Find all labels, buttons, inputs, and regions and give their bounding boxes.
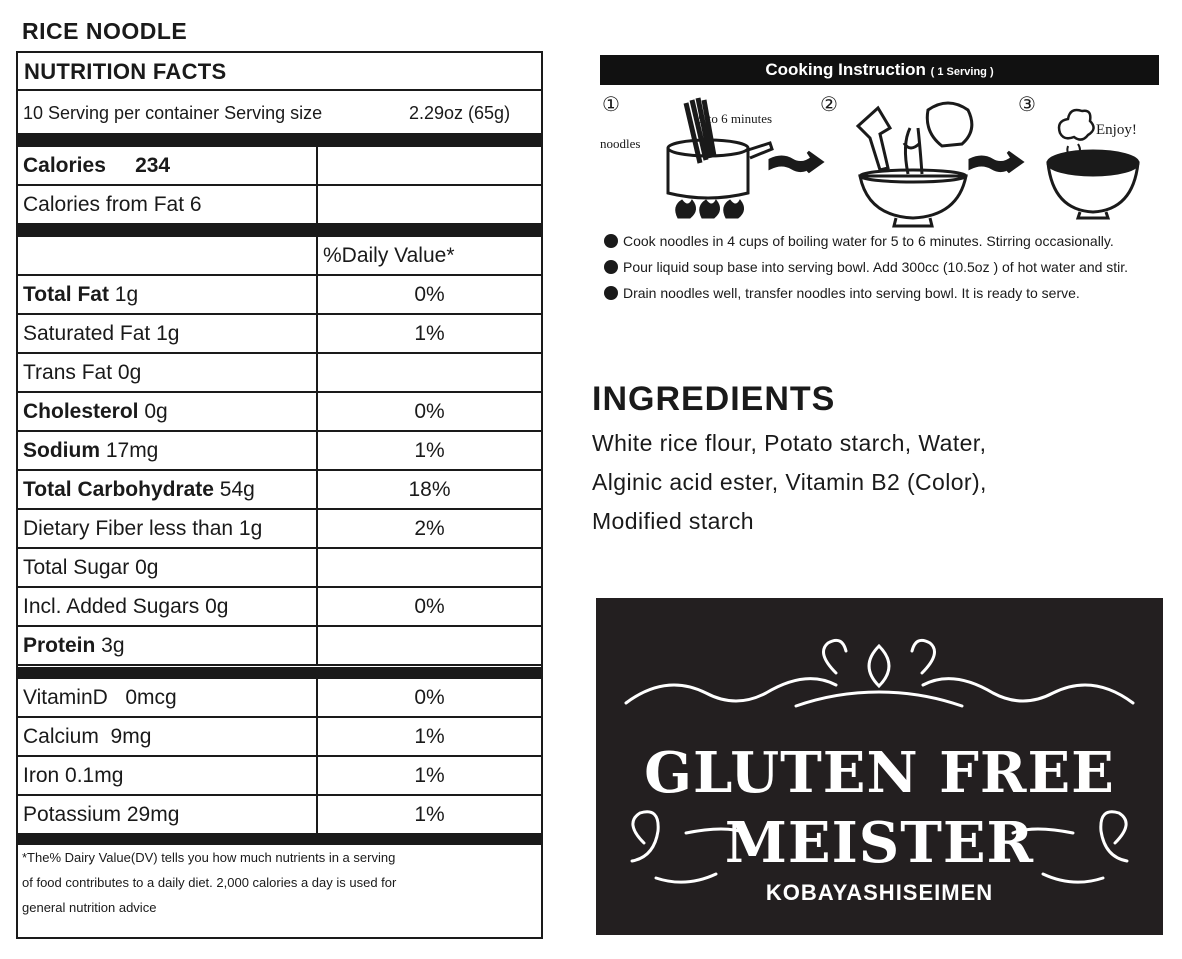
serving-info	[18, 91, 541, 133]
thick-divider	[18, 833, 541, 845]
vitamin-dv: 0%	[414, 686, 445, 709]
nutrient-dv: 1%	[414, 439, 445, 462]
vitamin-row	[18, 796, 541, 835]
nutrient-name: Dietary Fiber less than 1g	[23, 517, 263, 540]
product-title: RICE NOODLE	[22, 18, 188, 44]
nutrient-name: Trans Fat 0g	[23, 361, 142, 384]
nutrient-name: Cholesterol 0g	[23, 400, 168, 423]
cooking-step: Cook noodles in 4 cups of boiling water for 5 to 6 minutes. Stirring occasionally.	[604, 233, 1128, 259]
enjoy-label: Enjoy!	[1096, 122, 1137, 138]
step-2-number: ②	[820, 94, 838, 116]
noodles-icon	[686, 98, 714, 163]
nutrient-dv: 0%	[414, 595, 445, 618]
thick-divider	[18, 667, 541, 679]
badge-line-gluten-free: GLUTEN FREE	[644, 740, 1115, 806]
nutrient-name: Total Carbohydrate 54g	[23, 478, 255, 501]
nutrient-name: Sodium 17mg	[23, 439, 159, 462]
step-3-number: ③	[1018, 94, 1036, 116]
nutrient-name: Total Sugar 0g	[23, 556, 159, 579]
badge-line-meister: MEISTER	[724, 810, 1035, 876]
nutrient-row	[18, 276, 541, 315]
cooking-illustration	[598, 88, 1158, 232]
gluten-free-badge	[596, 598, 1163, 935]
nutrient-row	[18, 588, 541, 627]
nutrient-row	[18, 432, 541, 471]
nutrient-name: Saturated Fat 1g	[23, 322, 180, 345]
thick-divider	[18, 133, 541, 147]
nutrient-name: Protein 3g	[23, 634, 125, 657]
nutrient-name: Incl. Added Sugars 0g	[23, 595, 229, 618]
bullet-icon	[604, 234, 618, 248]
nutrition-facts-panel	[16, 51, 543, 939]
nutrient-dv: 0%	[414, 400, 445, 423]
noodles-label: noodles	[600, 136, 641, 151]
vitamin-name: Iron 0.1mg	[23, 764, 124, 787]
vitamin-dv: 1%	[414, 803, 445, 826]
badge-line-brand: KOBAYASHISEIMEN	[765, 880, 994, 905]
cooking-step: Pour liquid soup base into serving bowl. Add 300cc (10.5oz ) of hot water and stir.	[604, 259, 1128, 285]
cooking-steps-list	[604, 233, 1128, 311]
vitamin-row	[18, 757, 541, 796]
calories-label: Calories 234	[23, 154, 171, 177]
calories-from-fat: Calories from Fat 6	[23, 193, 202, 216]
thick-divider	[18, 225, 541, 237]
vitamin-name: Potassium 29mg	[23, 803, 180, 826]
vitamin-name: Calcium 9mg	[23, 725, 152, 748]
vitamin-dv: 1%	[414, 725, 445, 748]
dv-header-row	[18, 237, 541, 276]
nutrient-row	[18, 627, 541, 666]
bullet-icon	[604, 260, 618, 274]
flame-icon	[676, 200, 744, 218]
nutrient-row	[18, 471, 541, 510]
arrow-icon	[770, 152, 822, 172]
nutrient-row	[18, 549, 541, 588]
vitamin-row	[18, 718, 541, 757]
serving-text: 10 Serving per container Serving size	[23, 103, 323, 123]
steam-icon	[1059, 110, 1094, 140]
kettle-icon	[927, 103, 972, 146]
bullet-icon	[604, 286, 618, 300]
ingredients-title: INGREDIENTS	[592, 380, 836, 418]
dv-header: %Daily Value*	[323, 244, 455, 267]
vitamin-row	[18, 679, 541, 718]
calories-from-fat-row	[18, 186, 541, 225]
nutrient-dv: 2%	[414, 517, 445, 540]
nutrient-row	[18, 393, 541, 432]
ingredients-list: White rice flour, Potato starch, Water, Alginic acid ester, Vitamin B2 (Color), Modified starch	[592, 430, 987, 534]
minutes-label: 5 to 6 minutes	[698, 111, 773, 126]
nutrient-dv: 1%	[414, 322, 445, 345]
arrow-icon	[970, 152, 1022, 172]
calories-row	[18, 147, 541, 186]
step-1-number: ①	[602, 94, 620, 116]
serving-size: 2.29oz (65g)	[409, 103, 511, 123]
cooking-instruction-header: Cooking Instruction ( 1 Serving )	[600, 55, 1159, 85]
nutrient-row	[18, 510, 541, 549]
nutrient-dv: 18%	[408, 478, 451, 501]
nutrition-footnote: *The% Dairy Value(DV) tells you how much nutrients in a serving of food contributes to a daily diet. 2,000 calories a day is used for general nutrition advice	[22, 850, 397, 915]
nutrient-name: Total Fat 1g	[23, 283, 139, 306]
soup-pack-icon	[858, 108, 890, 170]
nutrient-dv: 0%	[414, 283, 445, 306]
cooking-step: Drain noodles well, transfer noodles into serving bowl. It is ready to serve.	[604, 285, 1128, 311]
nutrition-facts-header: NUTRITION FACTS	[18, 53, 541, 91]
nutrient-row	[18, 354, 541, 393]
vitamin-name: VitaminD 0mcg	[23, 686, 177, 709]
vitamin-dv: 1%	[414, 764, 445, 787]
nutrient-row	[18, 315, 541, 354]
